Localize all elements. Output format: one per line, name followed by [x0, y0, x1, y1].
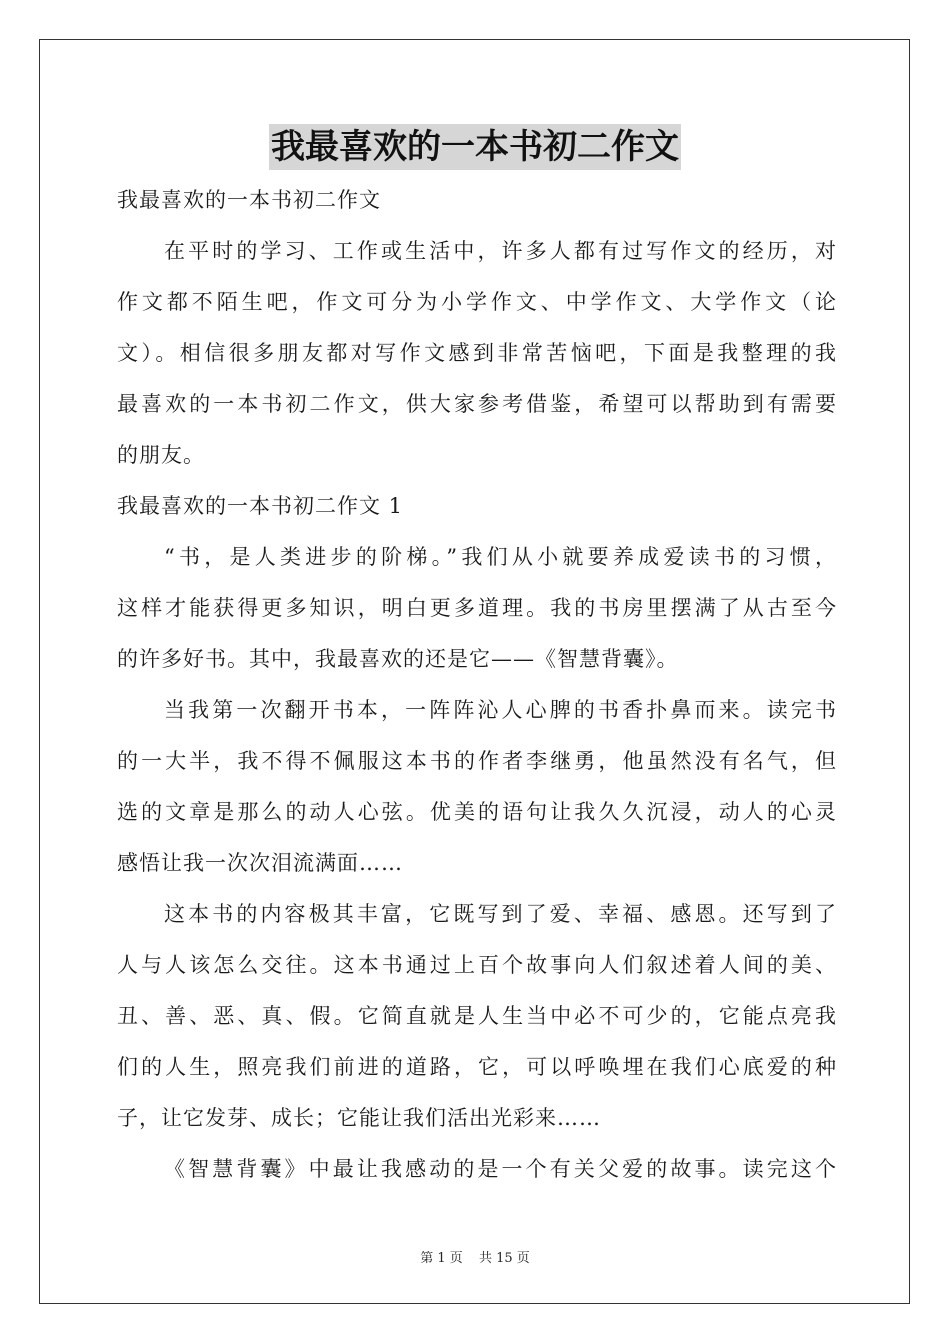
text-line: 感悟让我一次次泪流满面…… — [117, 851, 403, 875]
text-line: 在平时的学习、工作或生活中，许多人都有过写作文的经历，对 — [164, 239, 837, 263]
text-line: 《智慧背囊》中最让我感动的是一个有关父爱的故事。读完这个 — [164, 1157, 837, 1181]
text-line: 最喜欢的一本书初二作文，供大家参考借鉴，希望可以帮助到有需要 — [117, 392, 837, 416]
text-line: “书，是人类进步的阶梯。”我们从小就要养成爱读书的习惯， — [164, 545, 837, 569]
text-line: 选的文章是那么的动人心弦。优美的语句让我久久沉浸，动人的心灵 — [117, 800, 837, 824]
document-title: 我最喜欢的一本书初二作文 — [269, 124, 681, 170]
text-line: 们的人生，照亮我们前进的道路，它，可以呼唤埋在我们心底爱的种 — [117, 1055, 837, 1079]
text-line: 人与人该怎么交往。这本书通过上百个故事向人们叙述着人间的美、 — [117, 953, 837, 977]
text-line: 我最喜欢的一本书初二作文 — [117, 188, 381, 212]
text-line: 我最喜欢的一本书初二作文 1 — [117, 494, 404, 518]
text-line: 当我第一次翻开书本，一阵阵沁人心脾的书香扑鼻而来。读完书 — [164, 698, 837, 722]
text-line: 的许多好书。其中，我最喜欢的还是它——《智慧背囊》。 — [117, 647, 679, 671]
text-line: 的朋友。 — [117, 443, 205, 467]
text-line: 这本书的内容极其丰富，它既写到了爱、幸福、感恩。还写到了 — [164, 902, 837, 926]
text-line: 文）。相信很多朋友都对写作文感到非常苦恼吧，下面是我整理的我 — [117, 341, 837, 365]
title-container — [0, 124, 950, 170]
page-total: 共 15 页 — [478, 1251, 530, 1266]
text-line: 这样才能获得更多知识，明白更多道理。我的书房里摆满了从古至今 — [117, 596, 837, 620]
document-body — [117, 175, 837, 1195]
text-line: 的一大半，我不得不佩服这本书的作者李继勇，他虽然没有名气，但 — [117, 749, 837, 773]
text-line: 作文都不陌生吧，作文可分为小学作文、中学作文、大学作文（论 — [117, 290, 837, 314]
page-number: 第 1 页 — [420, 1251, 463, 1266]
page-footer — [0, 1247, 950, 1266]
text-line: 丑、善、恶、真、假。它简直就是人生当中必不可少的，它能点亮我 — [117, 1004, 837, 1028]
text-line: 子，让它发芽、成长；它能让我们活出光彩来…… — [117, 1106, 601, 1130]
